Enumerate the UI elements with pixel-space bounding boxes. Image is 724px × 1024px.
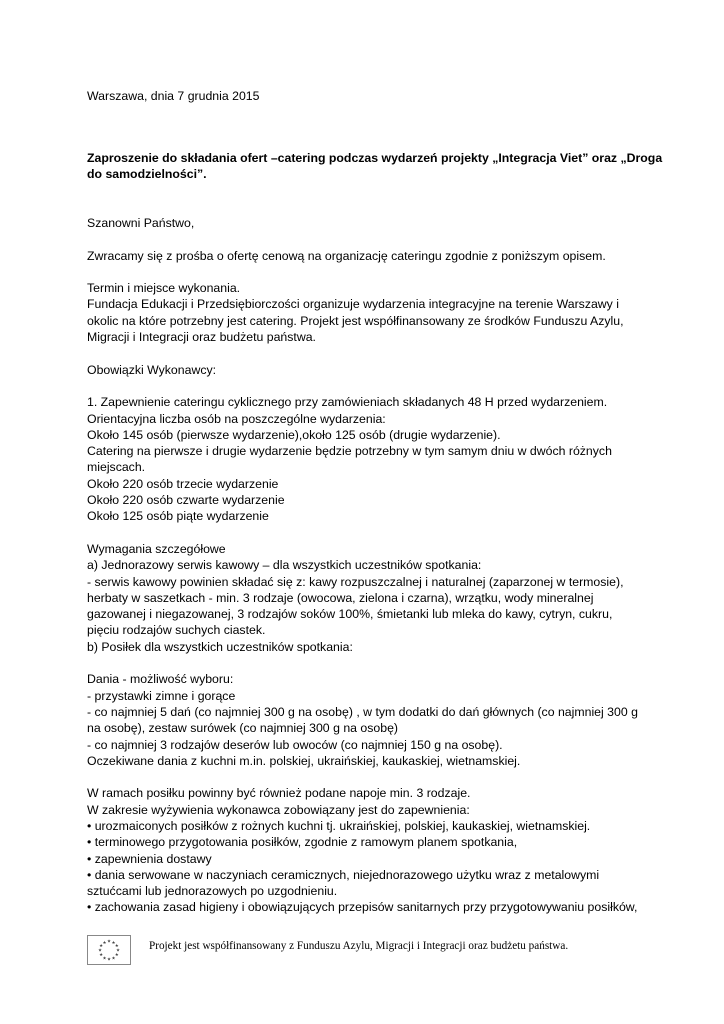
- footer-funding-note: Projekt jest współfinansowany z Funduszu Azylu, Migracji i Integracji oraz budżetu państwa.: [149, 940, 569, 952]
- eu-star: ★: [99, 952, 104, 958]
- paragraph-line: Dania - możliwość wyboru:: [87, 672, 234, 687]
- paragraph-line: Oczekiwane dania z kuchni m.in. polskiej, ukraińskiej, kaukaskiej, wietnamskiej.: [87, 753, 521, 768]
- title-line: do samodzielności”.: [87, 167, 207, 182]
- page-footer: [87, 935, 647, 967]
- paragraph-line: Fundacja Edukacji i Przedsiębiorczości organizuje wydarzenia integracyjne na terenie Warszawy i: [87, 297, 619, 312]
- paragraph-line: Około 145 osób (pierwsze wydarzenie),około 125 osób (drugie wydarzenie).: [87, 427, 501, 442]
- eu-star: ★: [99, 943, 104, 949]
- bullet-item: • urozmaiconych posiłków z rożnych kuchni tj. ukraińskiej, polskiej, kaukaskiej, wietnamskiej.: [87, 818, 591, 833]
- bullet-item: • dania serwowane w naczyniach ceramicznych, niejednorazowego użytku wraz z metalowymi: [87, 867, 600, 882]
- obowiazki-heading: Obowiązki Wykonawcy:: [87, 362, 217, 377]
- paragraph-line: okolic na które potrzebny jest catering. Projekt jest współfinansowany ze środków Funduszu Azylu,: [87, 313, 624, 328]
- eu-star: ★: [111, 939, 116, 945]
- paragraph-line: Około 125 osób piąte wydarzenie: [87, 509, 269, 524]
- paragraph-line: W zakresie wyżywienia wykonawca zobowiązany jest do zapewnienia:: [87, 802, 470, 817]
- eu-star: ★: [106, 956, 112, 962]
- paragraph-line: Catering na pierwsze i drugie wydarzenie będzie potrzebny w tym samym dniu w dwóch różnych: [87, 444, 612, 459]
- section-termin: [87, 280, 638, 345]
- greeting: Szanowni Państwo,: [87, 216, 195, 230]
- paragraph-line: Termin i miejsce wykonania.: [87, 281, 241, 296]
- paragraph-line: - przystawki zimne i gorące: [87, 688, 236, 703]
- eu-star: ★: [106, 938, 112, 944]
- eu-star: ★: [115, 947, 121, 953]
- eu-star: ★: [114, 943, 119, 949]
- eu-star: ★: [114, 952, 119, 958]
- paragraph-line: gazowanej i niegazowanej, 3 rodzajów soków 100%, śmietanki lub mleka do kawy, cytryn, cukru,: [87, 607, 613, 622]
- bullet-item: • zachowania zasad higieny i obowiązujących przepisów sanitarnych przy przygotowywaniu posiłków,: [87, 900, 638, 915]
- paragraph-line: herbaty w saszetkach - min. 3 rodzaje (owocowa, zielona i czarna), wrzątku, wody mineralnej: [87, 590, 594, 605]
- paragraph-line: miejscach.: [87, 460, 146, 475]
- bullet-item: sztućcami lub jednorazowych po uzgodnieniu.: [87, 884, 338, 899]
- letter-body: [87, 215, 638, 916]
- request-paragraph: Zwracamy się z prośba o ofertę cenową na organizację cateringu zgodnie z poniższym opisem.: [87, 248, 606, 263]
- paragraph-line: a) Jednorazowy serwis kawowy – dla wszystkich uczestników spotkania:: [87, 558, 482, 573]
- paragraph-line: Orientacyjna liczba osób na poszczególne wydarzenia:: [87, 411, 386, 426]
- paragraph-line: na osobę), zestaw surówek (co najmniej 300 g na osobę): [87, 721, 399, 736]
- paragraph-line: Około 220 osób trzecie wydarzenie: [87, 476, 279, 491]
- section-wymagania: [87, 541, 638, 655]
- date-line: Warszawa, dnia 7 grudnia 2015: [87, 89, 260, 103]
- eu-flag-icon: [87, 935, 131, 965]
- paragraph-line: pięciu rodzajów suchych ciastek.: [87, 623, 266, 638]
- paragraph-line: - co najmniej 3 rodzajów deserów lub owoców (co najmniej 150 g na osobę).: [87, 737, 503, 752]
- document-title: [87, 150, 662, 183]
- bullet-item: • zapewnienia dostawy: [87, 851, 212, 866]
- bullet-item: • terminowego przygotowania posiłków, zgodnie z ramowym planem spotkania,: [87, 835, 518, 850]
- section-dania: [87, 671, 638, 769]
- section-obowiazki: [87, 394, 638, 524]
- paragraph-line: - serwis kawowy powinien składać się z: kawy rozpuszczalnej i naturalnej (zaparzonej w termosie),: [87, 574, 624, 589]
- paragraph-line: Wymagania szczegółowe: [87, 541, 226, 556]
- eu-star: ★: [102, 955, 107, 961]
- eu-star: ★: [97, 947, 103, 953]
- title-line: Zaproszenie do składania ofert –catering podczas wydarzeń projekty „Integracja Viet” oraz „Droga: [87, 151, 663, 165]
- paragraph-line: - co najmniej 5 dań (co najmniej 300 g na osobę) , w tym dodatki do dań głównych (co najmniej 300 g: [87, 704, 638, 719]
- paragraph-line: Migracji i Integracji oraz budżetu państwa.: [87, 330, 316, 345]
- paragraph-line: b) Posiłek dla wszystkich uczestników spotkania:: [87, 639, 353, 654]
- paragraph-line: Około 220 osób czwarte wydarzenie: [87, 493, 285, 508]
- paragraph-line: W ramach posiłku powinny być również podane napoje min. 3 rodzaje.: [87, 786, 471, 801]
- paragraph-line: 1. Zapewnienie cateringu cyklicznego przy zamówieniach składanych 48 H przed wydarzeniem.: [87, 395, 608, 410]
- eu-star: ★: [111, 955, 116, 961]
- eu-star: ★: [102, 939, 107, 945]
- section-posilek: [87, 785, 638, 915]
